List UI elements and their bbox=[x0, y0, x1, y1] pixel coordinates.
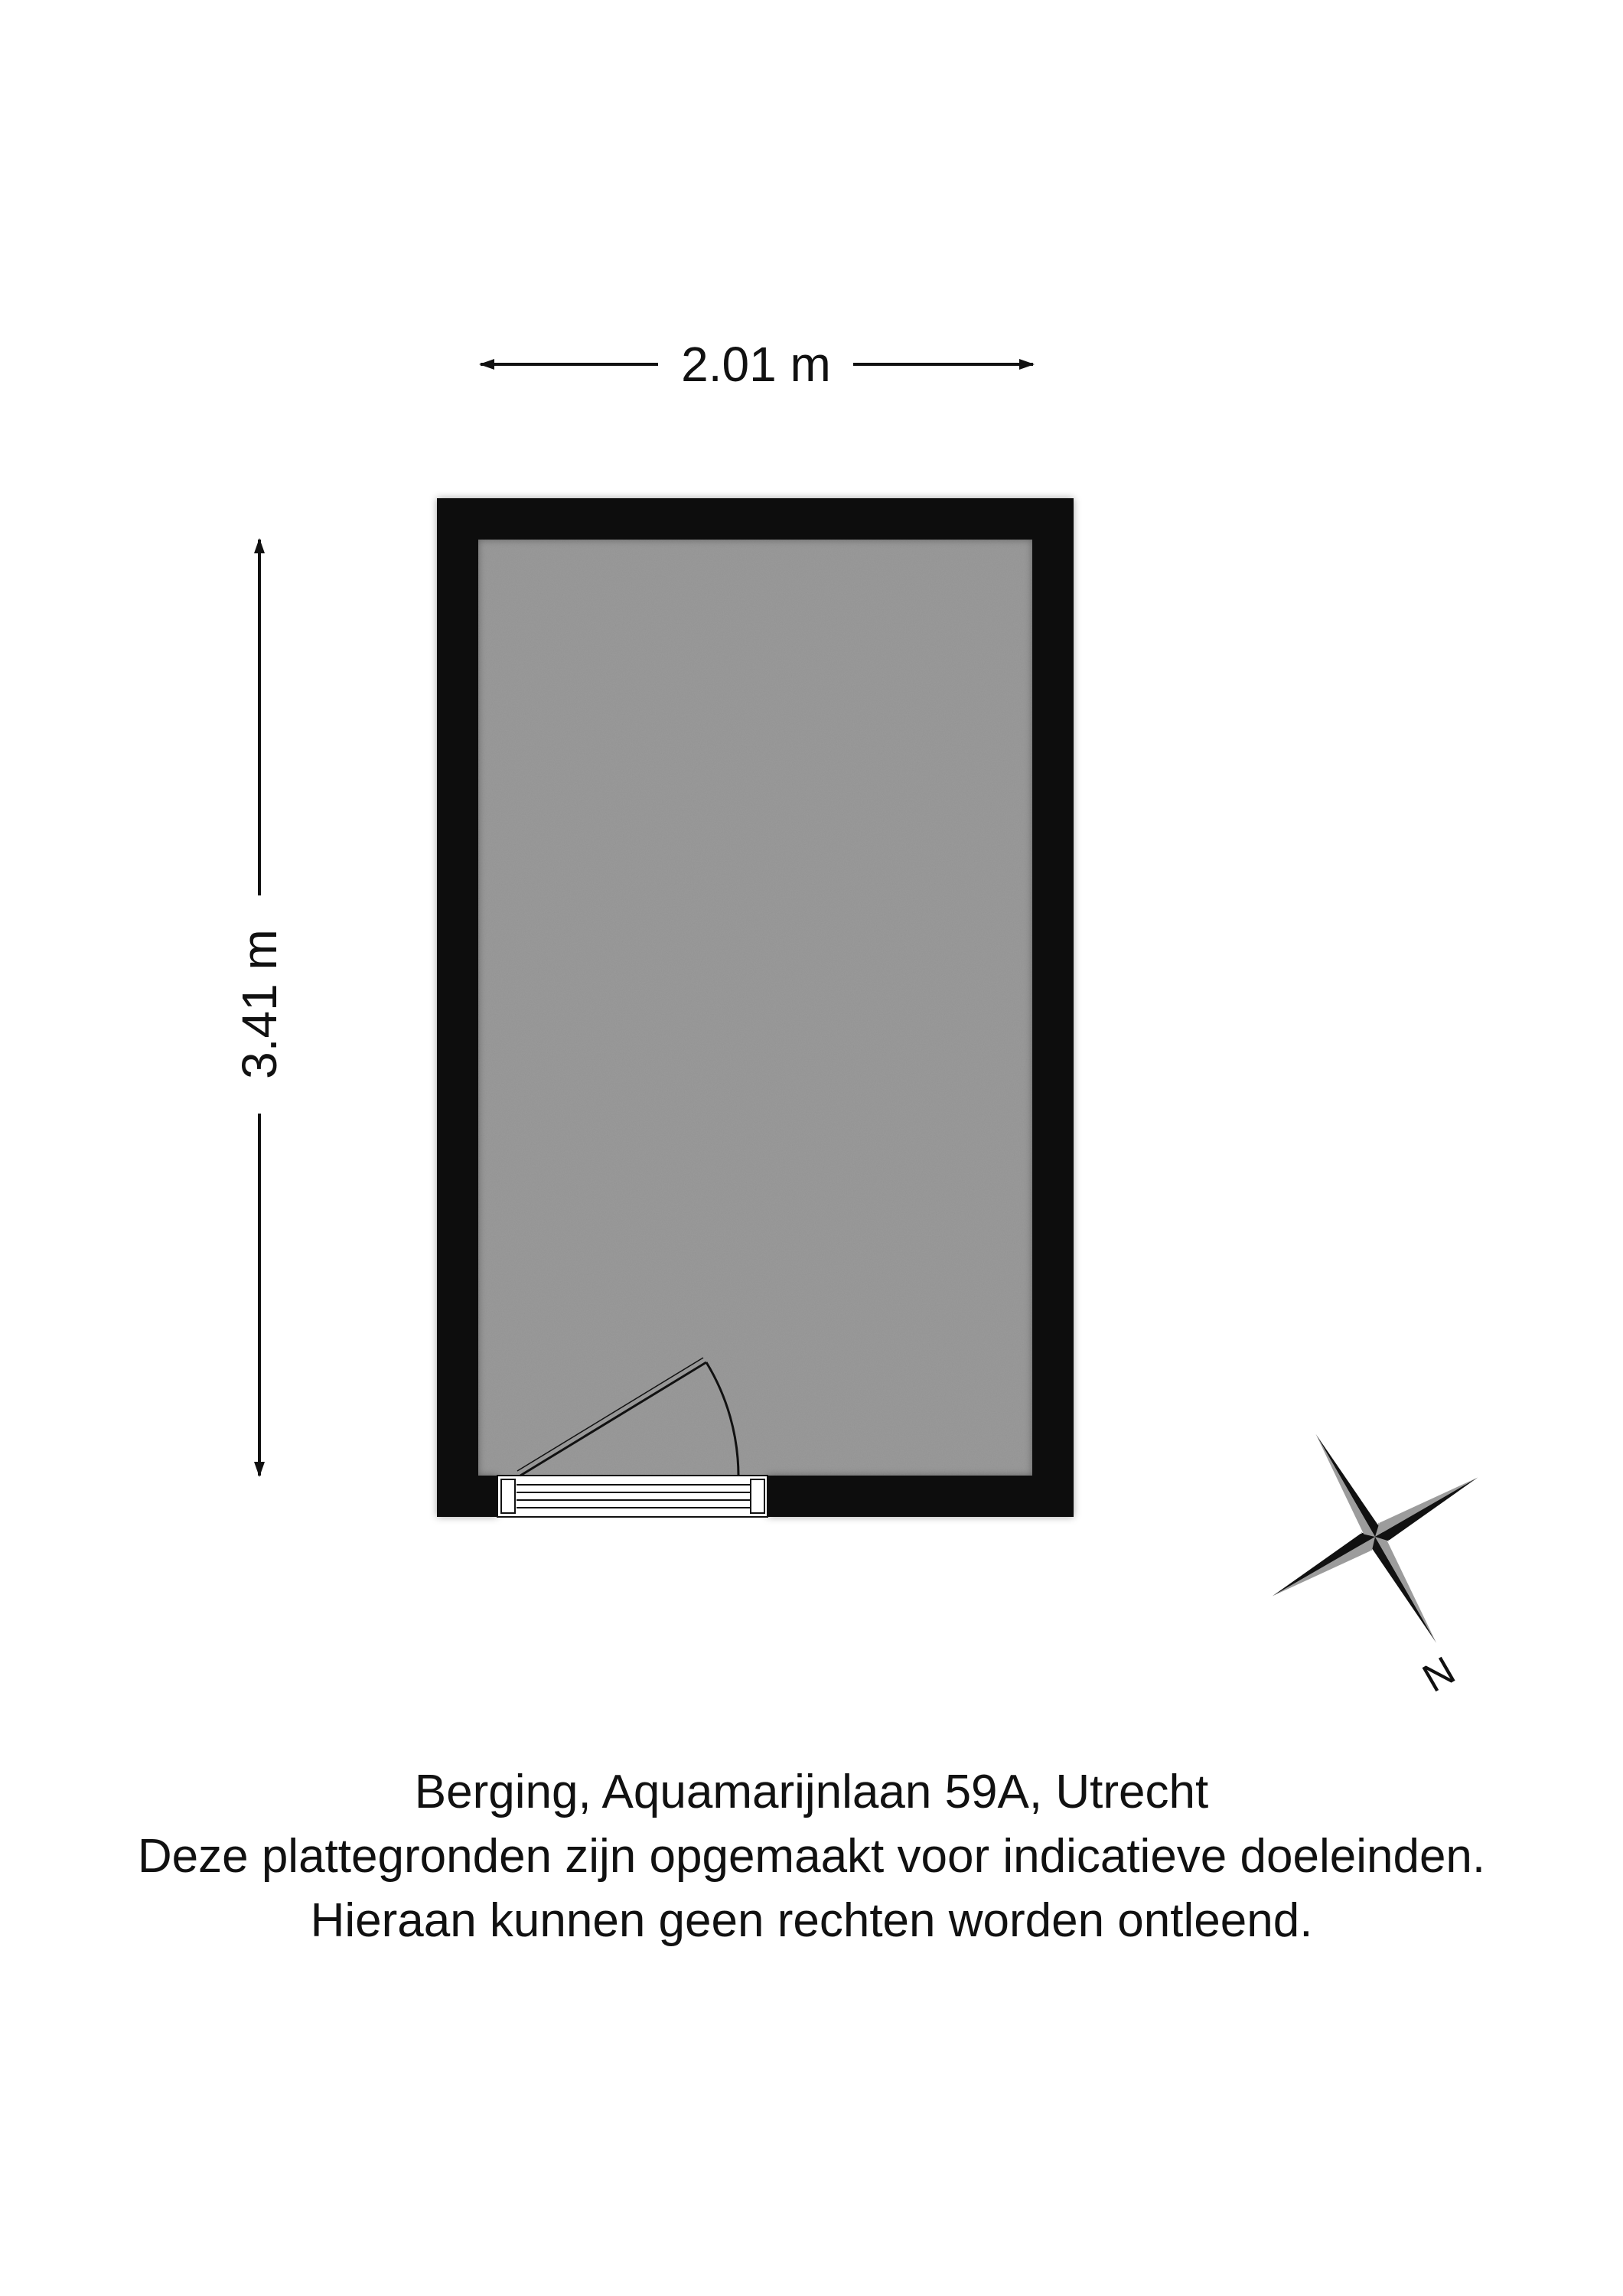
caption-disclaimer: Deze plattegronden zijn opgemaakt voor indicatieve doeleinden. bbox=[137, 1830, 1486, 1883]
width-dimension-label: 2.01 m bbox=[681, 337, 831, 392]
compass-north-label: N bbox=[1415, 1648, 1463, 1701]
compass-rose bbox=[1213, 1375, 1539, 1702]
compass-north-point-light bbox=[1370, 1522, 1445, 1642]
width-dimension bbox=[481, 337, 1033, 392]
caption-liability-note: Hieraan kunnen geen rechten worden ontleend. bbox=[310, 1894, 1313, 1947]
floorplan-caption bbox=[0, 1760, 1623, 1953]
room-berging bbox=[437, 498, 1074, 1517]
door-threshold bbox=[497, 1476, 768, 1517]
caption-title: Berging, Aquamarijnlaan 59A, Utrecht bbox=[414, 1766, 1209, 1818]
room-floor bbox=[478, 540, 1032, 1476]
depth-dimension bbox=[232, 540, 287, 1476]
depth-dimension-label: 3.41 m bbox=[232, 929, 287, 1079]
